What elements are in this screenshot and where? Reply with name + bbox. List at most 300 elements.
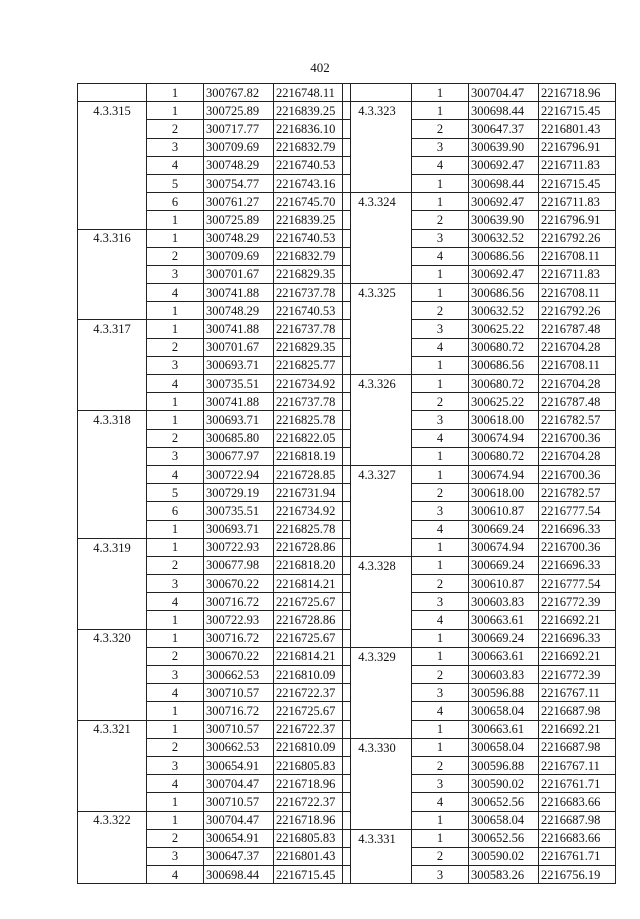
group-id-cell [78, 666, 147, 684]
x-coordinate-cell: 300596.88 [469, 684, 539, 702]
y-coordinate-cell: 2216832.79 [274, 247, 351, 265]
y-coordinate-cell: 2216734.92 [274, 502, 351, 520]
y-coordinate-cell: 2216696.33 [539, 520, 616, 538]
point-number-cell: 4 [147, 284, 204, 302]
point-number-cell: 2 [412, 211, 469, 229]
y-coordinate-cell: 2216836.10 [274, 120, 351, 138]
table-row [343, 465, 616, 483]
table-row [78, 629, 351, 647]
y-coordinate-cell: 2216761.71 [539, 847, 616, 865]
point-number-cell: 4 [147, 465, 204, 483]
point-number-cell: 2 [147, 120, 204, 138]
group-id-cell [78, 611, 147, 629]
point-number-cell: 4 [412, 429, 469, 447]
x-coordinate-cell: 300680.72 [469, 375, 539, 393]
y-coordinate-cell: 2216801.43 [274, 847, 351, 865]
point-number-cell: 4 [147, 684, 204, 702]
page-number: 402 [310, 60, 330, 75]
x-coordinate-cell: 300658.04 [469, 738, 539, 756]
y-coordinate-cell: 2216711.83 [539, 265, 616, 283]
group-id-cell [343, 575, 412, 593]
point-number-cell: 6 [147, 502, 204, 520]
table-row [343, 102, 616, 120]
table-row [343, 520, 616, 538]
y-coordinate-cell: 2216810.09 [274, 666, 351, 684]
x-coordinate-cell: 300639.90 [469, 138, 539, 156]
table-row [78, 502, 351, 520]
x-coordinate-cell: 300647.37 [204, 847, 274, 865]
x-coordinate-cell: 300596.88 [469, 756, 539, 774]
y-coordinate-cell: 2216777.54 [539, 575, 616, 593]
x-coordinate-cell: 300590.02 [469, 775, 539, 793]
y-coordinate-cell: 2216737.78 [274, 320, 351, 338]
y-coordinate-cell: 2216734.92 [274, 375, 351, 393]
group-id-cell [78, 393, 147, 411]
x-coordinate-cell: 300767.82 [204, 84, 274, 102]
table-row [343, 575, 616, 593]
table-row [343, 156, 616, 174]
point-number-cell: 3 [147, 447, 204, 465]
point-number-cell: 1 [412, 556, 469, 574]
table-row [343, 229, 616, 247]
point-number-cell: 2 [147, 647, 204, 665]
table-row [343, 775, 616, 793]
y-coordinate-cell: 2216745.70 [274, 193, 351, 211]
y-coordinate-cell: 2216715.45 [274, 866, 351, 884]
x-coordinate-cell: 300632.52 [469, 302, 539, 320]
x-coordinate-cell: 300729.19 [204, 484, 274, 502]
point-number-cell: 2 [412, 393, 469, 411]
table-row [78, 411, 351, 429]
group-id-cell [78, 684, 147, 702]
point-number-cell: 1 [412, 629, 469, 647]
x-coordinate-cell: 300632.52 [469, 229, 539, 247]
y-coordinate-cell: 2216725.67 [274, 702, 351, 720]
y-coordinate-cell: 2216761.71 [539, 775, 616, 793]
group-id-cell [78, 484, 147, 502]
point-number-cell: 1 [147, 538, 204, 556]
group-id-cell [78, 866, 147, 884]
y-coordinate-cell: 2216725.67 [274, 593, 351, 611]
group-id-cell: 4.3.325 [343, 284, 412, 302]
point-number-cell: 3 [147, 666, 204, 684]
x-coordinate-cell: 300625.22 [469, 320, 539, 338]
point-number-cell: 2 [147, 338, 204, 356]
y-coordinate-cell: 2216737.78 [274, 393, 351, 411]
group-id-cell [343, 666, 412, 684]
group-id-cell [343, 84, 412, 102]
x-coordinate-cell: 300685.80 [204, 429, 274, 447]
group-id-cell [343, 793, 412, 811]
y-coordinate-cell: 2216829.35 [274, 338, 351, 356]
x-coordinate-cell: 300704.47 [204, 811, 274, 829]
point-number-cell: 1 [412, 538, 469, 556]
point-number-cell: 3 [147, 356, 204, 374]
y-coordinate-cell: 2216810.09 [274, 738, 351, 756]
y-coordinate-cell: 2216687.98 [539, 702, 616, 720]
group-id-cell: 4.3.331 [343, 829, 412, 847]
x-coordinate-cell: 300663.61 [469, 720, 539, 738]
x-coordinate-cell: 300716.72 [204, 702, 274, 720]
y-coordinate-cell: 2216825.77 [274, 356, 351, 374]
table-row [78, 375, 351, 393]
y-coordinate-cell: 2216772.39 [539, 593, 616, 611]
x-coordinate-cell: 300725.89 [204, 211, 274, 229]
y-coordinate-cell: 2216715.45 [539, 102, 616, 120]
point-number-cell: 4 [147, 866, 204, 884]
x-coordinate-cell: 300754.77 [204, 174, 274, 192]
point-number-cell: 2 [412, 847, 469, 865]
x-coordinate-cell: 300677.98 [204, 556, 274, 574]
x-coordinate-cell: 300748.29 [204, 302, 274, 320]
y-coordinate-cell: 2216722.37 [274, 793, 351, 811]
point-number-cell: 2 [412, 302, 469, 320]
point-number-cell: 3 [412, 775, 469, 793]
point-number-cell: 1 [412, 811, 469, 829]
y-coordinate-cell: 2216718.96 [274, 811, 351, 829]
group-id-cell [343, 866, 412, 884]
table-row [78, 284, 351, 302]
point-number-cell: 1 [412, 102, 469, 120]
x-coordinate-cell: 300669.24 [469, 520, 539, 538]
point-number-cell: 5 [147, 174, 204, 192]
table-row [343, 429, 616, 447]
point-number-cell: 1 [147, 793, 204, 811]
group-id-cell [343, 265, 412, 283]
y-coordinate-cell: 2216683.66 [539, 829, 616, 847]
x-coordinate-cell: 300741.88 [204, 284, 274, 302]
table-row [78, 338, 351, 356]
y-coordinate-cell: 2216839.25 [274, 102, 351, 120]
x-coordinate-cell: 300692.47 [469, 265, 539, 283]
table-row [78, 847, 351, 865]
group-id-cell [78, 138, 147, 156]
coordinates-table-left [77, 83, 351, 884]
group-id-cell [78, 502, 147, 520]
table-row [78, 393, 351, 411]
y-coordinate-cell: 2216704.28 [539, 338, 616, 356]
group-id-cell: 4.3.317 [78, 320, 147, 338]
point-number-cell: 1 [147, 229, 204, 247]
x-coordinate-cell: 300662.53 [204, 666, 274, 684]
x-coordinate-cell: 300693.71 [204, 356, 274, 374]
point-number-cell: 4 [412, 611, 469, 629]
table-row [343, 302, 616, 320]
group-id-cell [78, 174, 147, 192]
table-row [78, 465, 351, 483]
group-id-cell [343, 847, 412, 865]
point-number-cell: 3 [412, 411, 469, 429]
y-coordinate-cell: 2216805.83 [274, 756, 351, 774]
y-coordinate-cell: 2216700.36 [539, 465, 616, 483]
group-id-cell [78, 193, 147, 211]
point-number-cell: 1 [412, 447, 469, 465]
group-id-cell [343, 756, 412, 774]
y-coordinate-cell: 2216740.53 [274, 229, 351, 247]
group-id-cell: 4.3.319 [78, 538, 147, 556]
y-coordinate-cell: 2216814.21 [274, 575, 351, 593]
y-coordinate-cell: 2216787.48 [539, 393, 616, 411]
x-coordinate-cell: 300761.27 [204, 193, 274, 211]
y-coordinate-cell: 2216718.96 [539, 84, 616, 102]
y-coordinate-cell: 2216711.83 [539, 156, 616, 174]
x-coordinate-cell: 300662.53 [204, 738, 274, 756]
group-id-cell: 4.3.327 [343, 465, 412, 483]
table-row [78, 120, 351, 138]
group-id-cell [343, 629, 412, 647]
x-coordinate-cell: 300709.69 [204, 138, 274, 156]
x-coordinate-cell: 300603.83 [469, 593, 539, 611]
point-number-cell: 2 [412, 575, 469, 593]
point-number-cell: 4 [412, 338, 469, 356]
group-id-cell [343, 211, 412, 229]
x-coordinate-cell: 300748.29 [204, 229, 274, 247]
x-coordinate-cell: 300680.72 [469, 447, 539, 465]
point-number-cell: 3 [147, 847, 204, 865]
table-row [343, 138, 616, 156]
group-id-cell [343, 174, 412, 192]
group-id-cell: 4.3.329 [343, 647, 412, 665]
x-coordinate-cell: 300741.88 [204, 393, 274, 411]
table-row [343, 211, 616, 229]
x-coordinate-cell: 300710.57 [204, 793, 274, 811]
group-id-cell [78, 338, 147, 356]
point-number-cell: 2 [147, 738, 204, 756]
y-coordinate-cell: 2216832.79 [274, 138, 351, 156]
x-coordinate-cell: 300639.90 [469, 211, 539, 229]
point-number-cell: 5 [147, 484, 204, 502]
point-number-cell: 1 [147, 611, 204, 629]
y-coordinate-cell: 2216700.36 [539, 429, 616, 447]
x-coordinate-cell: 300693.71 [204, 411, 274, 429]
x-coordinate-cell: 300717.77 [204, 120, 274, 138]
y-coordinate-cell: 2216722.37 [274, 684, 351, 702]
coordinates-table-right [342, 83, 616, 884]
table-row [343, 847, 616, 865]
group-id-cell: 4.3.324 [343, 193, 412, 211]
point-number-cell: 3 [412, 502, 469, 520]
x-coordinate-cell: 300669.24 [469, 556, 539, 574]
x-coordinate-cell: 300692.47 [469, 193, 539, 211]
table-row [343, 375, 616, 393]
table-row [78, 447, 351, 465]
x-coordinate-cell: 300652.56 [469, 793, 539, 811]
group-id-cell [78, 447, 147, 465]
x-coordinate-cell: 300716.72 [204, 629, 274, 647]
table-row [78, 302, 351, 320]
table-row [78, 84, 351, 102]
table-row [78, 556, 351, 574]
table-row [78, 229, 351, 247]
x-coordinate-cell: 300701.67 [204, 338, 274, 356]
group-id-cell [78, 284, 147, 302]
point-number-cell: 1 [412, 375, 469, 393]
table-row [343, 593, 616, 611]
group-id-cell [343, 120, 412, 138]
x-coordinate-cell: 300698.44 [469, 174, 539, 192]
point-number-cell: 4 [412, 520, 469, 538]
table-row [78, 247, 351, 265]
table-row [78, 647, 351, 665]
x-coordinate-cell: 300692.47 [469, 156, 539, 174]
table-row [343, 756, 616, 774]
point-number-cell: 2 [147, 429, 204, 447]
x-coordinate-cell: 300583.26 [469, 866, 539, 884]
table-row [343, 393, 616, 411]
point-number-cell: 1 [147, 320, 204, 338]
table-row [78, 738, 351, 756]
x-coordinate-cell: 300686.56 [469, 247, 539, 265]
group-id-cell [343, 302, 412, 320]
group-id-cell [343, 502, 412, 520]
y-coordinate-cell: 2216737.78 [274, 284, 351, 302]
point-number-cell: 3 [412, 229, 469, 247]
x-coordinate-cell: 300686.56 [469, 356, 539, 374]
y-coordinate-cell: 2216687.98 [539, 738, 616, 756]
point-number-cell: 3 [147, 756, 204, 774]
y-coordinate-cell: 2216767.11 [539, 756, 616, 774]
point-number-cell: 1 [147, 84, 204, 102]
y-coordinate-cell: 2216818.19 [274, 447, 351, 465]
point-number-cell: 1 [412, 356, 469, 374]
group-id-cell [343, 247, 412, 265]
table-row [78, 320, 351, 338]
x-coordinate-cell: 300722.94 [204, 465, 274, 483]
table-row [343, 484, 616, 502]
y-coordinate-cell: 2216796.91 [539, 138, 616, 156]
y-coordinate-cell: 2216696.33 [539, 629, 616, 647]
table-row [78, 775, 351, 793]
x-coordinate-cell: 300625.22 [469, 393, 539, 411]
group-id-cell [343, 356, 412, 374]
point-number-cell: 2 [412, 756, 469, 774]
group-id-cell [78, 702, 147, 720]
group-id-cell [78, 247, 147, 265]
y-coordinate-cell: 2216692.21 [539, 647, 616, 665]
table-row [343, 174, 616, 192]
x-coordinate-cell: 300618.00 [469, 484, 539, 502]
group-id-cell [78, 775, 147, 793]
x-coordinate-cell: 300654.91 [204, 829, 274, 847]
table-row [343, 629, 616, 647]
table-row [343, 647, 616, 665]
group-id-cell [343, 229, 412, 247]
table-row [78, 193, 351, 211]
group-id-cell [343, 393, 412, 411]
table-row [343, 502, 616, 520]
x-coordinate-cell: 300735.51 [204, 502, 274, 520]
group-id-cell: 4.3.315 [78, 102, 147, 120]
x-coordinate-cell: 300663.61 [469, 611, 539, 629]
group-id-cell [78, 829, 147, 847]
table-row [343, 247, 616, 265]
x-coordinate-cell: 300677.97 [204, 447, 274, 465]
table-row [78, 793, 351, 811]
x-coordinate-cell: 300674.94 [469, 429, 539, 447]
table-row [78, 866, 351, 884]
point-number-cell: 3 [412, 684, 469, 702]
table-row [343, 811, 616, 829]
table-row [78, 666, 351, 684]
table-row [343, 193, 616, 211]
table-row [78, 102, 351, 120]
table-row [78, 593, 351, 611]
table-row [343, 702, 616, 720]
x-coordinate-cell: 300590.02 [469, 847, 539, 865]
x-coordinate-cell: 300716.72 [204, 593, 274, 611]
y-coordinate-cell: 2216718.96 [274, 775, 351, 793]
table-row [343, 684, 616, 702]
table-row [78, 429, 351, 447]
x-coordinate-cell: 300693.71 [204, 520, 274, 538]
table-row [78, 538, 351, 556]
y-coordinate-cell: 2216748.11 [274, 84, 351, 102]
y-coordinate-cell: 2216740.53 [274, 302, 351, 320]
y-coordinate-cell: 2216825.78 [274, 520, 351, 538]
group-id-cell [343, 320, 412, 338]
y-coordinate-cell: 2216687.98 [539, 811, 616, 829]
x-coordinate-cell: 300674.94 [469, 465, 539, 483]
x-coordinate-cell: 300674.94 [469, 538, 539, 556]
table-row [78, 484, 351, 502]
group-id-cell: 4.3.330 [343, 738, 412, 756]
x-coordinate-cell: 300647.37 [469, 120, 539, 138]
y-coordinate-cell: 2216782.57 [539, 411, 616, 429]
point-number-cell: 2 [412, 666, 469, 684]
point-number-cell: 1 [412, 829, 469, 847]
group-id-cell: 4.3.323 [343, 102, 412, 120]
table-row [343, 265, 616, 283]
table-row [78, 720, 351, 738]
group-id-cell [343, 775, 412, 793]
table-row [78, 811, 351, 829]
point-number-cell: 1 [412, 265, 469, 283]
table-row [343, 738, 616, 756]
y-coordinate-cell: 2216708.11 [539, 356, 616, 374]
point-number-cell: 3 [412, 138, 469, 156]
group-id-cell [343, 593, 412, 611]
y-coordinate-cell: 2216722.37 [274, 720, 351, 738]
group-id-cell [78, 375, 147, 393]
x-coordinate-cell: 300669.24 [469, 629, 539, 647]
y-coordinate-cell: 2216782.57 [539, 484, 616, 502]
point-number-cell: 3 [147, 265, 204, 283]
table-row [78, 756, 351, 774]
x-coordinate-cell: 300610.87 [469, 575, 539, 593]
y-coordinate-cell: 2216728.86 [274, 538, 351, 556]
x-coordinate-cell: 300652.56 [469, 829, 539, 847]
group-id-cell [343, 520, 412, 538]
x-coordinate-cell: 300748.29 [204, 156, 274, 174]
group-id-cell: 4.3.322 [78, 811, 147, 829]
table-row [343, 611, 616, 629]
group-id-cell: 4.3.318 [78, 411, 147, 429]
table-row [343, 411, 616, 429]
y-coordinate-cell: 2216728.85 [274, 465, 351, 483]
point-number-cell: 1 [147, 302, 204, 320]
point-number-cell: 1 [147, 102, 204, 120]
group-id-cell [343, 611, 412, 629]
group-id-cell [343, 447, 412, 465]
table-row [343, 356, 616, 374]
point-number-cell: 1 [147, 629, 204, 647]
point-number-cell: 2 [412, 484, 469, 502]
table-row [78, 684, 351, 702]
group-id-cell [78, 793, 147, 811]
point-number-cell: 2 [412, 120, 469, 138]
point-number-cell: 1 [412, 284, 469, 302]
table-row [78, 156, 351, 174]
